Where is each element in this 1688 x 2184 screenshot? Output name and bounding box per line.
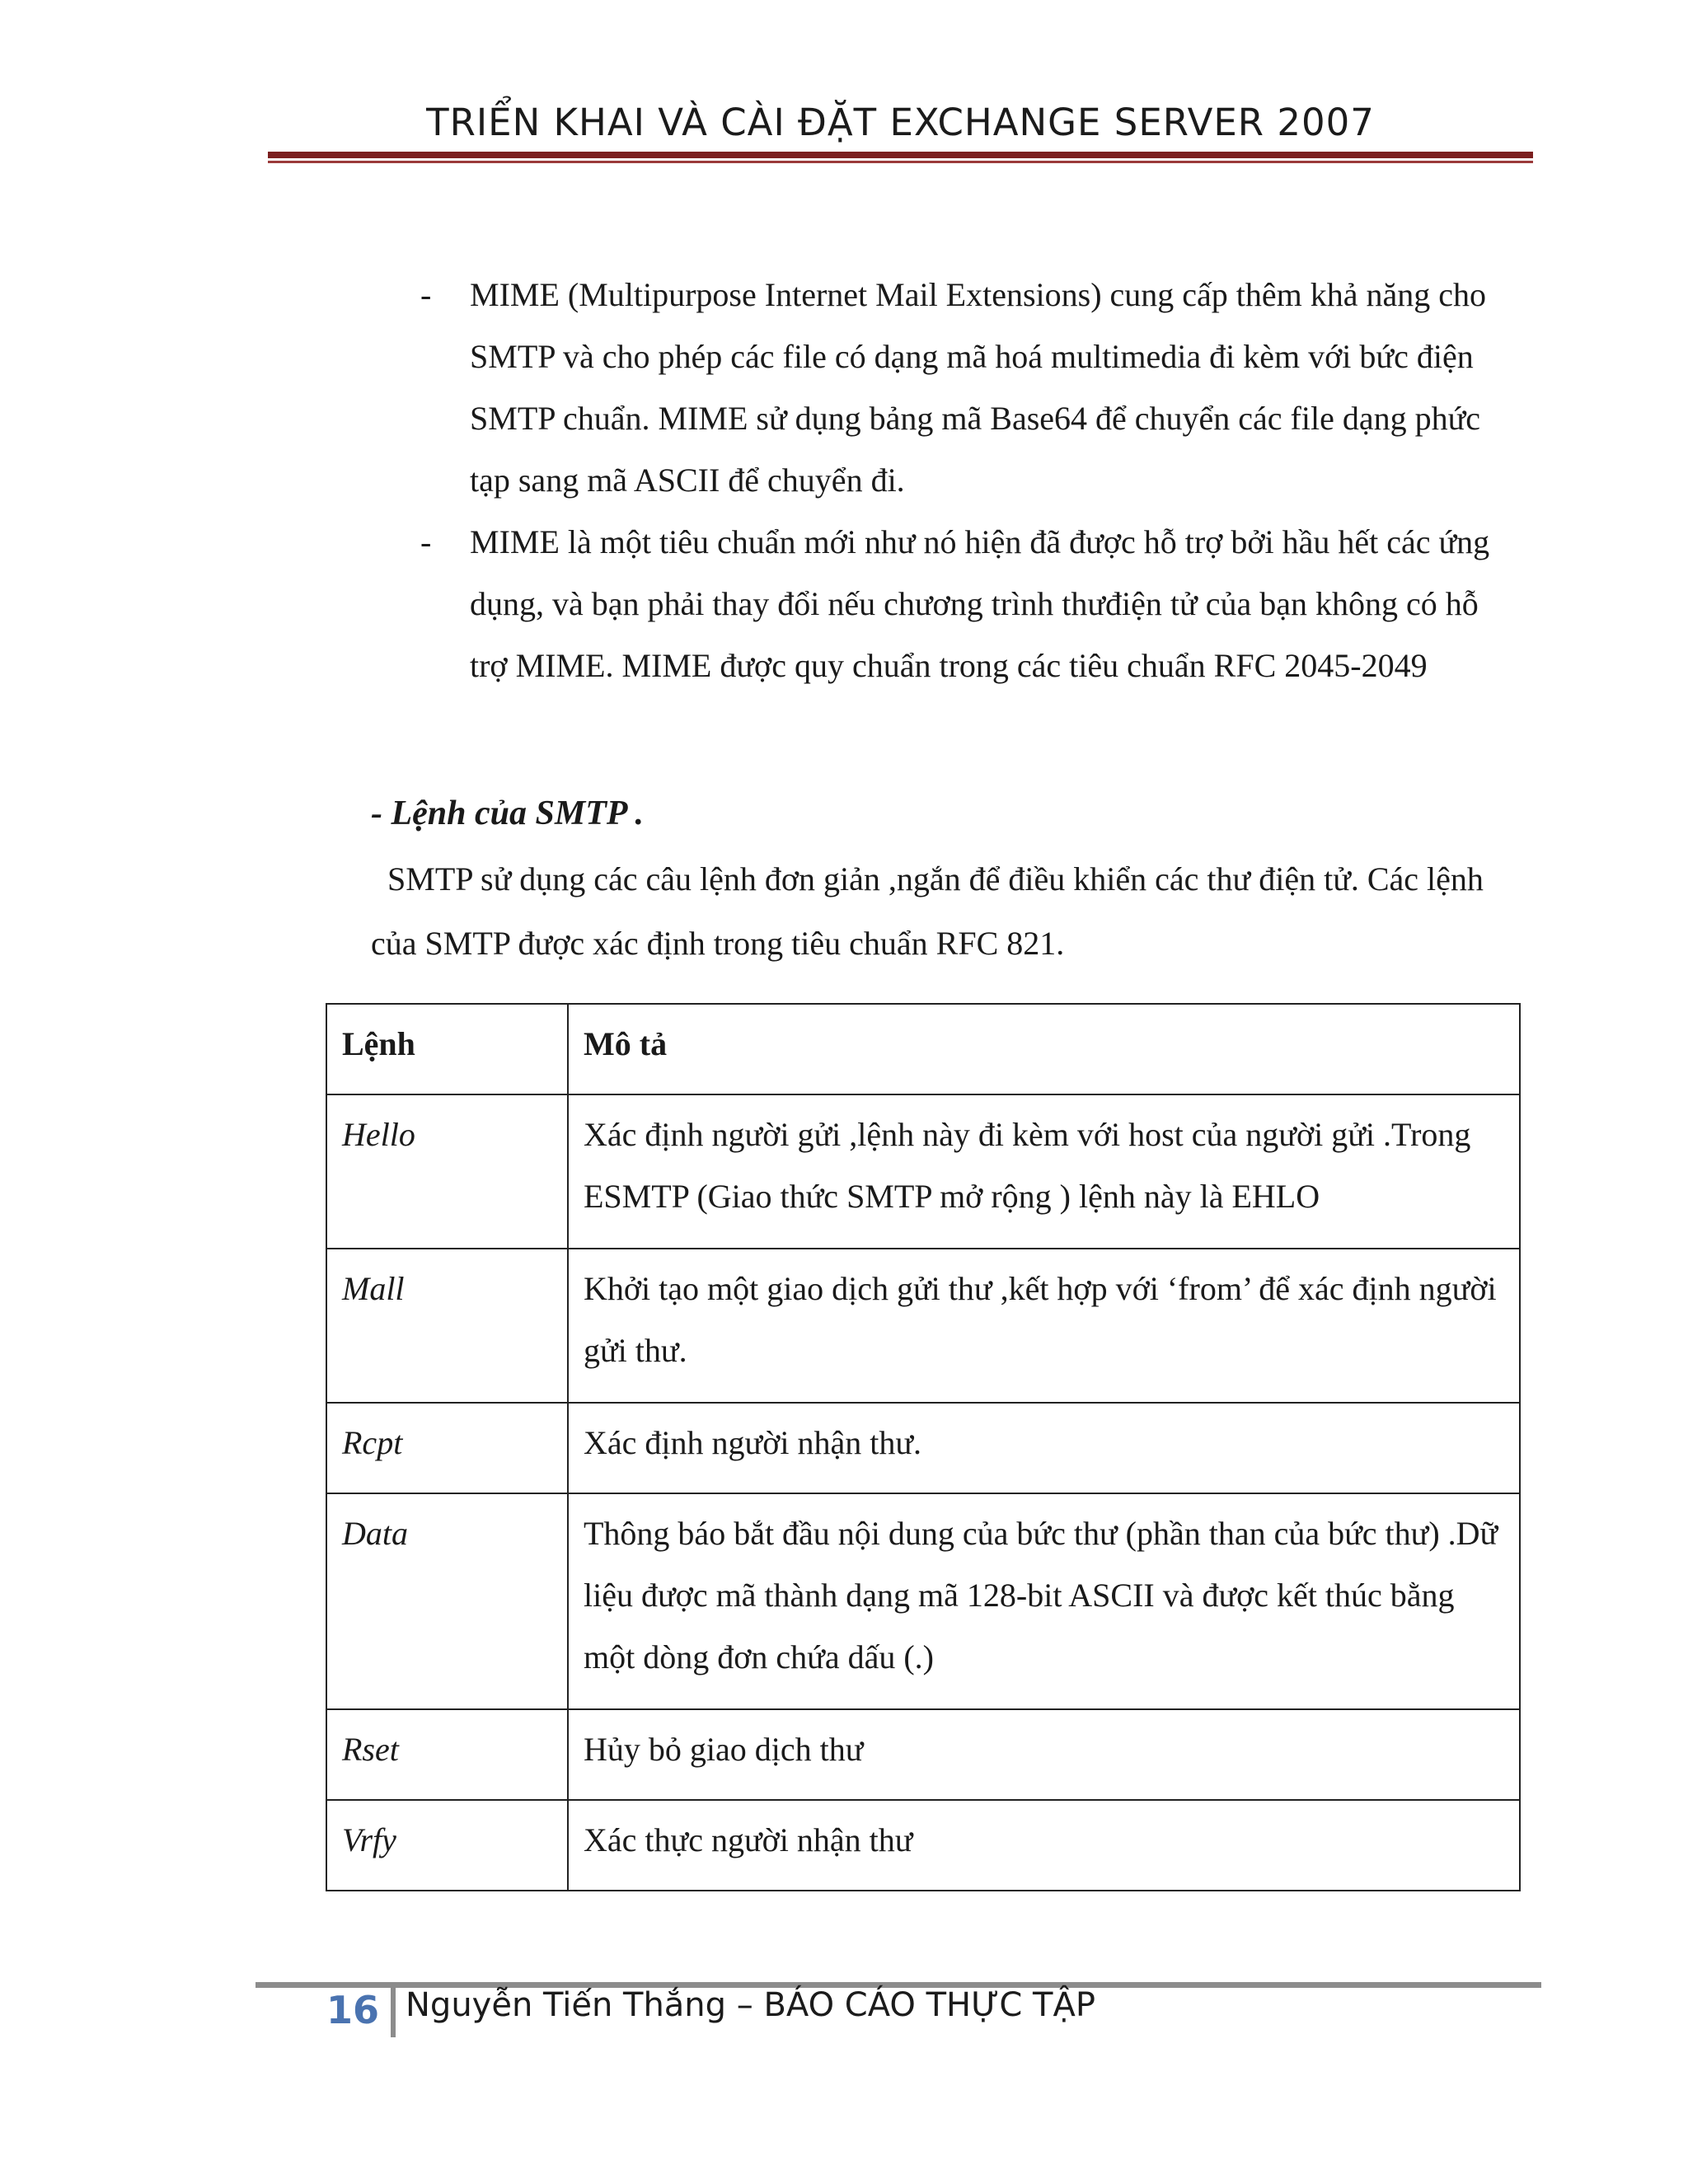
command-cell: Rcpt xyxy=(326,1403,568,1493)
page-number: 16 xyxy=(326,1988,380,2032)
description-cell: Thông báo bắt đầu nội dung của bức thư (phần than của bức thư) .Dữ liệu được mã thành dạng mã 128-bit ASCII và được kết thúc bằng một dòng đơn chứa dấu (.) xyxy=(568,1493,1520,1709)
bullet-dash: - xyxy=(420,523,432,560)
command-cell: Vrfy xyxy=(326,1800,568,1891)
table-header-description: Mô tả xyxy=(568,1004,1520,1094)
table-header-row xyxy=(326,1004,1520,1094)
footer-divider xyxy=(391,1986,396,2037)
header-rule-thin xyxy=(268,161,1533,163)
command-cell: Rset xyxy=(326,1709,568,1800)
table-row xyxy=(326,1493,1520,1709)
table-row xyxy=(326,1403,1520,1493)
description-cell: Hủy bỏ giao dịch thư xyxy=(568,1709,1520,1800)
bullet-item-mime-intro xyxy=(371,264,1517,511)
table-row xyxy=(326,1800,1520,1891)
bullet-text: MIME (Multipurpose Internet Mail Extensions) cung cấp thêm khả năng cho SMTP và cho phép các file có dạng mã hoá multimedia đi kèm với bức điện SMTP chuẩn. MIME sử dụng bảng mã Base64 để chuyển các file dạng phức tạp sang mã ASCII để chuyển đi. xyxy=(470,276,1487,499)
command-cell: Mall xyxy=(326,1249,568,1403)
bullet-text: MIME là một tiêu chuẩn mới như nó hiện đã được hỗ trợ bởi hầu hết các ứng dụng, và bạn phải thay đổi nếu chương trình thưđiện tử của bạn không có hỗ trợ MIME. MIME được quy chuẩn trong các tiêu chuẩn RFC 2045-2049 xyxy=(470,523,1490,684)
command-cell: Hello xyxy=(326,1094,568,1249)
description-cell: Xác thực người nhận thư xyxy=(568,1800,1520,1891)
table-row xyxy=(326,1094,1520,1249)
smtp-commands-table xyxy=(326,1003,1521,1891)
footer-author-title: Nguyễn Tiến Thắng – BÁO CÁO THỰC TẬP xyxy=(406,1986,1095,2024)
header-rule xyxy=(268,152,1533,158)
table-row xyxy=(326,1709,1520,1800)
bullet-list xyxy=(371,264,1525,696)
section-paragraph: SMTP sử dụng các câu lệnh đơn giản ,ngắn để điều khiển các thư điện tử. Các lệnh của SMTP được xác định trong tiêu chuẩn RFC 821. xyxy=(371,860,1484,962)
description-cell: Xác định người gửi ,lệnh này đi kèm với host của người gửi .Trong ESMTP (Giao thức SMTP mở rộng ) lệnh này là EHLO xyxy=(568,1094,1520,1249)
bullet-item-mime-standard xyxy=(371,511,1517,696)
page-header-title: TRIỂN KHAI VÀ CÀI ĐẶT EXCHANGE SERVER 2007 xyxy=(426,101,1375,144)
description-cell: Xác định người nhận thư. xyxy=(568,1403,1520,1493)
description-cell: Khởi tạo một giao dịch gửi thư ,kết hợp với ‘from’ để xác định người gửi thư. xyxy=(568,1249,1520,1403)
bullet-dash: - xyxy=(420,276,432,313)
table-row xyxy=(326,1249,1520,1403)
table-header-command: Lệnh xyxy=(326,1004,568,1094)
command-cell: Data xyxy=(326,1493,568,1709)
section-heading: - Lệnh của SMTP . xyxy=(371,794,644,832)
